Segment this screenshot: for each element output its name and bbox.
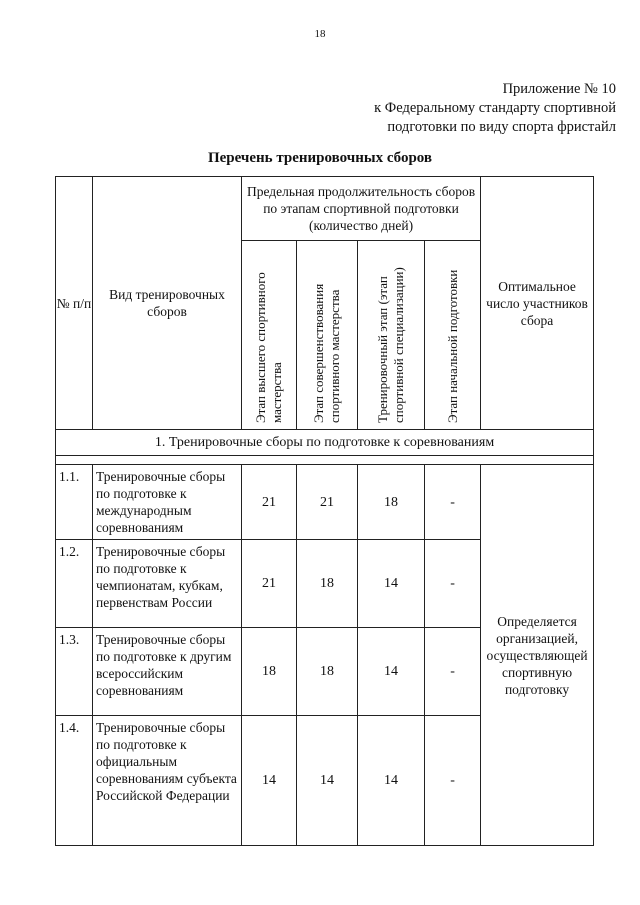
row-value-stage-4: -	[425, 540, 481, 628]
appendix-line-3: подготовки по виду спорта фристайл	[387, 119, 616, 135]
header-stage-1-cell	[242, 241, 297, 430]
appendix-line-2: к Федеральному стандарту спортивной	[374, 100, 616, 116]
header-stage-4-cell	[425, 241, 481, 430]
row-name: Тренировочные сборы по подготовке к другим всероссийским соревнованиям	[93, 628, 242, 716]
row-value-stage-2: 21	[297, 465, 358, 540]
header-num: № п/п	[56, 177, 93, 430]
row-value-stage-1: 21	[242, 465, 297, 540]
document-title: Перечень тренировочных сборов	[207, 150, 433, 166]
row-value-stage-3: 14	[358, 716, 425, 846]
header-stage-3-cell	[358, 241, 425, 430]
header-stage-4: Этап начальной подготовки	[444, 269, 460, 423]
row-value-stage-4: -	[425, 465, 481, 540]
appendix-line-1: Приложение № 10	[502, 81, 616, 97]
row-value-stage-4: -	[425, 628, 481, 716]
row-value-stage-1: 18	[242, 628, 297, 716]
header-optimal: Оптимальное число участников сбора	[481, 177, 594, 430]
section-heading: 1. Тренировочные сборы по подготовке к соревнованиям	[56, 430, 594, 456]
row-value-stage-1: 21	[242, 540, 297, 628]
row-value-stage-1: 14	[242, 716, 297, 846]
appendix-heading	[374, 80, 616, 137]
training-camps-table	[55, 176, 594, 846]
row-value-stage-3: 18	[358, 465, 425, 540]
header-stage-3: Тренировочный этап (этап спортивной специализации)	[375, 267, 406, 423]
row-num: 1.3.	[56, 628, 93, 716]
row-value-stage-2: 18	[297, 628, 358, 716]
row-value-stage-3: 14	[358, 540, 425, 628]
header-duration: Предельная продолжительность сборов по этапам спортивной подготовки (количество дней)	[242, 177, 481, 241]
header-stage-2: Этап совершенствования спортивного мастерства	[311, 283, 342, 423]
header-stage-2-cell	[297, 241, 358, 430]
row-value-stage-2: 14	[297, 716, 358, 846]
row-value-stage-2: 18	[297, 540, 358, 628]
row-num: 1.2.	[56, 540, 93, 628]
row-name: Тренировочные сборы по подготовке к чемпионатам, кубкам, первенствам России	[93, 540, 242, 628]
table-row	[56, 465, 594, 540]
section-gap	[56, 456, 594, 465]
row-num: 1.4.	[56, 716, 93, 846]
header-kind: Вид тренировочных сборов	[93, 177, 242, 430]
row-value-stage-3: 14	[358, 628, 425, 716]
page-number: 18	[314, 28, 326, 40]
row-value-stage-4: -	[425, 716, 481, 846]
optimal-participants-value: Определяется организацией, осуществляющей спортивную подготовку	[481, 465, 594, 846]
row-name: Тренировочные сборы по подготовке к международным соревнованиям	[93, 465, 242, 540]
row-name: Тренировочные сборы по подготовке к официальным соревнованиям субъекта Российской Федерации	[93, 716, 242, 846]
header-stage-1: Этап высшего спортивного мастерства	[253, 272, 284, 423]
row-num: 1.1.	[56, 465, 93, 540]
